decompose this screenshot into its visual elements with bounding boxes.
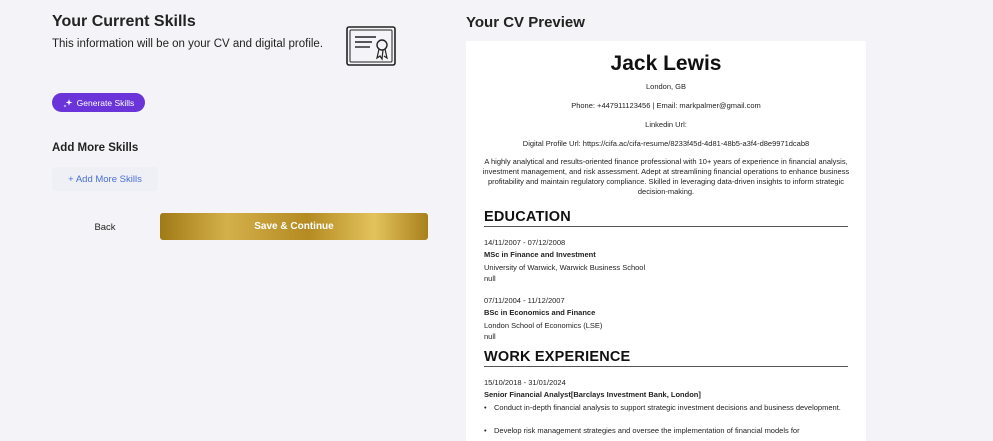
work-bullet: • Develop risk management strategies and oversee the implementation of financial models for — [484, 426, 844, 436]
edu-degree: MSc in Finance and Investment — [484, 250, 596, 259]
work-bullet: • Conduct in-depth financial analysis to support strategic investment decisions and business development. — [484, 403, 844, 413]
skills-panel — [0, 0, 450, 435]
cv-summary: A highly analytical and results-oriented finance professional with 10+ years of experience in financial analysis, investment management, and risk assessment. Adept at streamlining financial operations to enhance business profitability and maintain regulatory compliance. Skilled in leveraging data-driven insights to inform strategic decision-making. — [482, 157, 850, 196]
cv-name: Jack Lewis — [610, 52, 722, 75]
add-more-skills-button[interactable] — [52, 167, 158, 191]
cv-preview-paper — [466, 41, 866, 441]
skills-title: Your Current Skills — [52, 13, 196, 30]
sparkle-icon — [63, 98, 73, 108]
cv-work-heading: WORK EXPERIENCE — [484, 349, 848, 367]
skills-subtitle: This information will be on your CV and digital profile. — [52, 38, 324, 50]
edu-note: null — [484, 332, 496, 341]
generate-skills-label: Generate Skills — [76, 97, 135, 108]
work-role: Senior Financial Analyst[Barclays Investment Bank, London] — [484, 390, 701, 399]
edu-degree: BSc in Economics and Finance — [484, 308, 596, 317]
generate-skills-button[interactable] — [52, 93, 145, 112]
cv-location: London, GB — [645, 82, 687, 91]
edu-note: null — [484, 274, 496, 283]
edu-dates: 14/11/2007 - 07/12/2008 — [484, 238, 566, 247]
cv-contact: Phone: +447911123456 | Email: markpalmer@gmail.com — [571, 101, 761, 110]
edu-school: University of Warwick, Warwick Business School — [484, 263, 646, 272]
cv-education-heading: EDUCATION — [484, 209, 848, 227]
add-more-heading: Add More Skills — [52, 142, 139, 154]
cv-profile-url: Digital Profile Url: https://cifa.ac/cifa-resume/8233f45d-4d81-48b5-a3f4-d8e9971dcab8 — [522, 139, 810, 148]
save-continue-button[interactable]: Save & Continue — [160, 213, 428, 240]
edu-school: London School of Economics (LSE) — [484, 321, 603, 330]
certificate-icon — [346, 26, 396, 66]
cv-linkedin: Linkedin Url: — [645, 120, 687, 129]
back-button[interactable]: Back — [94, 221, 116, 233]
edu-dates: 07/11/2004 - 11/12/2007 — [484, 296, 565, 305]
cv-preview-title: Your CV Preview — [466, 14, 585, 31]
add-more-skills-label: + Add More Skills — [68, 173, 142, 185]
work-dates: 15/10/2018 - 31/01/2024 — [484, 378, 566, 387]
